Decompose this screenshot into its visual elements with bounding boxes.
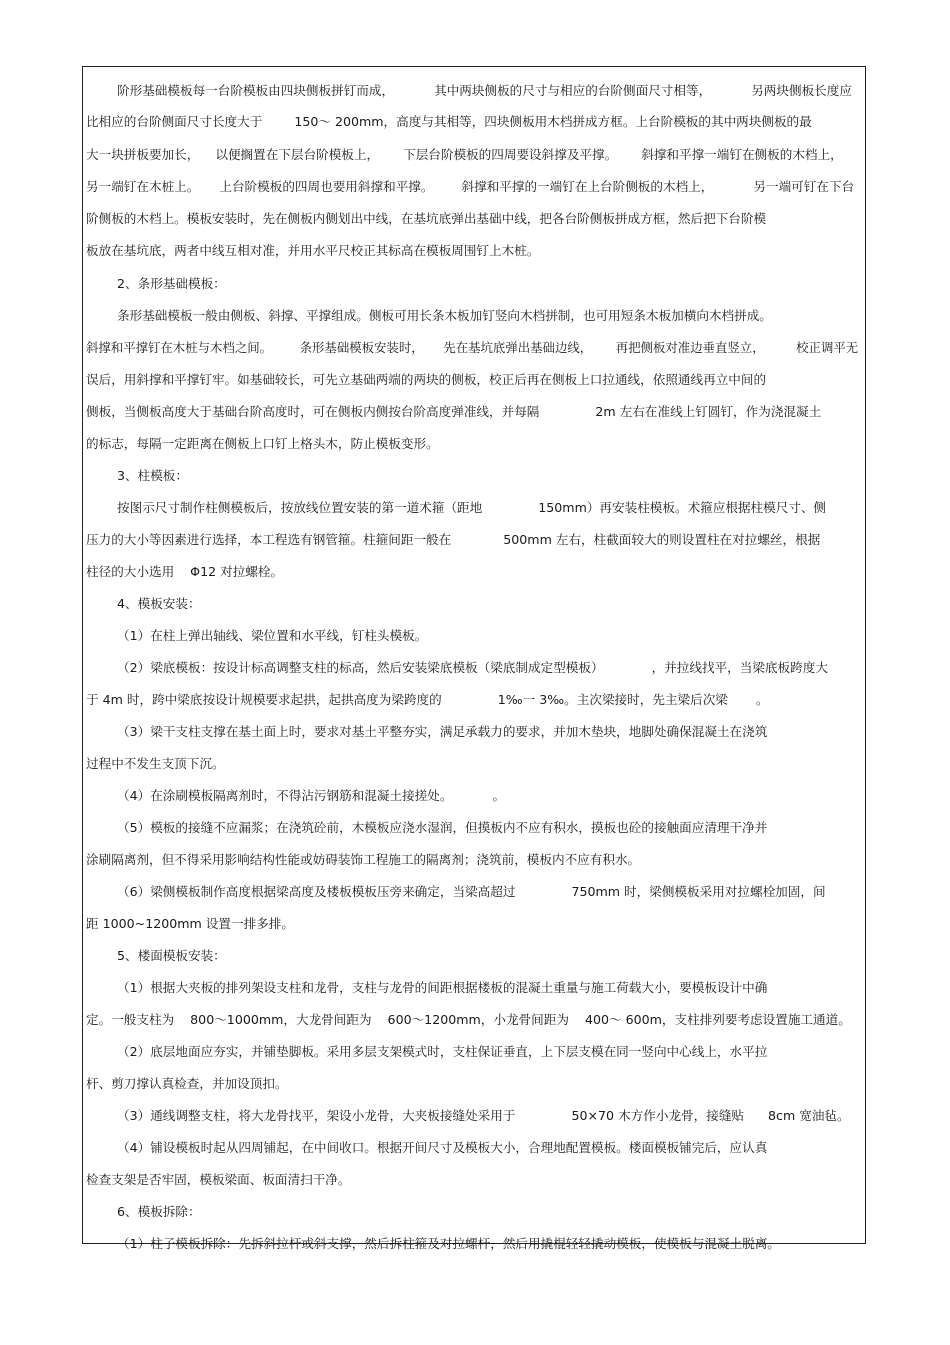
text-line: （2）底层地面应夯实，并铺垫脚板。采用多层支架模式时，支柱保证垂直，上下层支模在同一竖向中心线上，水平拉 (117, 1044, 768, 1059)
text-line: （3）梁干支柱支撑在基土面上时，要求对基土平整夯实，满足承载力的要求，并加木垫块，地脚处确保混凝土在浇筑 (117, 724, 768, 739)
text-line: 柱径的大小选用 Φ12 对拉螺栓。 (86, 564, 284, 579)
text-line: （1）在柱上弹出轴线、梁位置和水平线，钉柱头模板。 (117, 628, 428, 643)
text-line: 于 4m 时，跨中梁底按设计规模要求起拱，起拱高度为梁跨度的 1‰一 3‰。主次梁接时，先主梁后次梁 。 (86, 692, 769, 707)
text-line: 误后，用斜撑和平撑钉牢。如基础较长，可先立基础两端的两块的侧板，校正后再在侧板上口拉通线，依照通线再立中间的 (86, 372, 767, 387)
text-line: 板放在基坑底，两者中线互相对准，并用水平尺校正其标高在模板周围钉上木桩。 (86, 243, 540, 258)
text-line: 的标志，每隔一定距离在侧板上口钉上格头木，防止模板变形。 (86, 436, 439, 451)
text-line: 4、模板安装： (117, 596, 201, 611)
text-line: （3）通线调整支柱，将大龙骨找平，架设小龙骨，大夹板接缝处采用于 50×70 木方作小龙骨，接缝贴 8cm 宽油毡。 (117, 1108, 850, 1123)
text-line: 杆、剪刀撑认真检查，并加设顶扣。 (86, 1076, 288, 1091)
text-line: 3、柱模板： (117, 468, 188, 483)
text-line: 6、模板拆除： (117, 1204, 201, 1219)
text-line: 阶侧板的木档上。模板安装时，先在侧板内侧划出中线，在基坑底弹出基础中线，把各台阶侧板拼成方框，然后把下台阶模 (86, 211, 767, 226)
text-line: 5、楼面模板安装： (117, 948, 226, 963)
text-line: 侧板，当侧板高度大于基础台阶高度时，可在侧板内侧按台阶高度弹准线，并每隔 2m 左右在准线上钉圆钉，作为浇混凝土 (86, 404, 822, 419)
text-line: （6）梁侧模板制作高度根据梁高度及楼板模板压旁来确定，当梁高超过 750mm 时，梁侧模板采用对拉螺栓加固，间 (117, 884, 826, 899)
text-line: 检查支架是否牢固，模板梁面、板面清扫干净。 (86, 1172, 351, 1187)
text-line: 定。一般支柱为 800～1000mm，大龙骨间距为 600～1200mm，小龙骨间距为 400～ 600m，支柱排列要考虑设置施工通道。 (86, 1012, 851, 1027)
text-line: 距 1000~1200mm 设置一排多排。 (86, 916, 294, 931)
text-line: 斜撑和平撑钉在木桩与木档之间。 条形基础模板安装时， 先在基坑底弹出基础边线， 再把侧板对准边垂直竖立， 校正调平无 (86, 340, 859, 355)
text-line: 压力的大小等因素进行选择，本工程选有钢管箍。柱箍间距一般在 500mm 左右，柱截面较大的则设置柱在对拉螺丝，根据 (86, 532, 821, 547)
text-line: （4）铺设模板时起从四周铺起，在中间收口。根据开间尺寸及模板大小，合理地配置模板。楼面模板铺完后，应认真 (117, 1140, 768, 1155)
text-line: 条形基础模板一般由侧板、斜撑、平撑组成。侧板可用长条木板加钉竖向木档拼制，也可用短条木板加横向木档拼成。 (117, 308, 772, 323)
text-line: 比相应的台阶侧面尺寸长度大于 150～ 200mm，高度与其相等，四块侧板用木档拼成方框。上台阶模板的其中两块侧板的最 (86, 114, 812, 129)
text-line: 过程中不发生支顶下沉。 (86, 756, 225, 771)
text-line: 按图示尺寸制作柱侧模板后，按放线位置安装的第一道术箍（距地 150mm）再安装柱模板。术箍应根据柱模尺寸、侧 (117, 500, 827, 515)
text-line: 大一块拼板要加长， 以便搁置在下层台阶模板上， 下层台阶模板的四周要设斜撑及平撑。 斜撑和平撑一端钉在侧板的木档上， (86, 147, 843, 162)
text-line: 涂刷隔离剂，但不得采用影响结构性能或妨碍装饰工程施工的隔离剂；浇筑前，模板内不应有积水。 (86, 852, 641, 867)
text-line: （5）模板的接缝不应漏浆；在浇筑砼前，木模板应浇水湿润，但摸板内不应有积水，摸板也砼的接触面应清理干净并 (117, 820, 768, 835)
text-line: （1）柱子模板拆除：先拆斜拉杆或斜支撑，然后拆柱箍及对拉螺杆，然后用撬棍轻轻撬动模板，使模板与混凝土脱离。 (117, 1236, 780, 1251)
text-line: 另一端钉在木桩上。 上台阶模板的四周也要用斜撑和平撑。 斜撑和平撑的一端钉在上台阶侧板的木档上， 另一端可钉在下台 (86, 179, 855, 194)
text-line: （2）梁底模板：按设计标高调整支柱的标高，然后安装梁底模板（梁底制成定型模板） ，并拉线找平，当梁底板跨度大 (117, 660, 828, 675)
text-line: （1）根据大夹板的排列架设支柱和龙骨，支柱与龙骨的间距根据楼板的混凝土重量与施工荷载大小，要模板设计中确 (117, 980, 768, 995)
text-line: （4）在涂刷模板隔离剂时，不得沾污钢筋和混凝土接搓处。 。 (117, 788, 506, 803)
text-line: 阶形基础模板每一台阶模板由四块侧板拼钉而成， 其中两块侧板的尺寸与相应的台阶侧面尺寸相等， 另两块侧板长度应 (117, 83, 852, 98)
text-line: 2、条形基础模板： (117, 276, 226, 291)
